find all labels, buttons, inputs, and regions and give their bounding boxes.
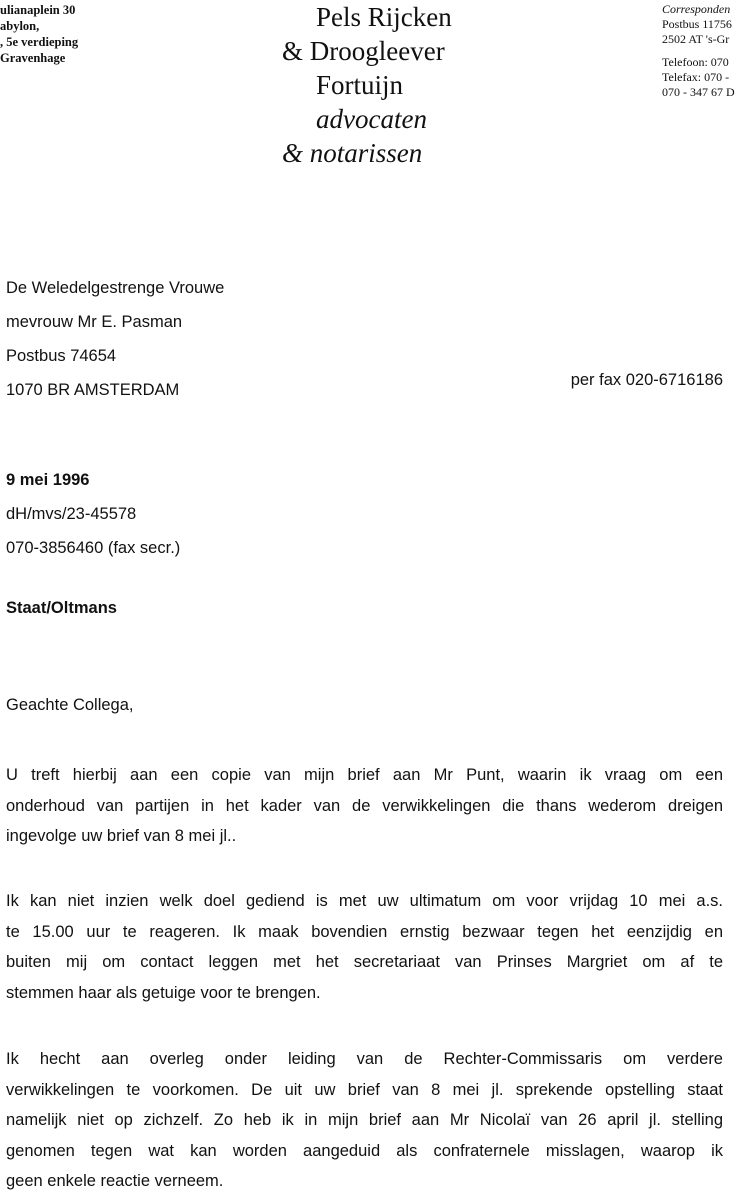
recipient-line: De Weledelgestrenge Vrouwe [6, 279, 225, 297]
paragraph-line: te 15.00 uur te reageren. Ik maak bovendien ernstig bezwaar tegen het eenzijdig en [6, 922, 723, 941]
firm-tagline-text: advocaten [316, 104, 427, 134]
secretary-fax: 070-3856460 (fax secr.) [6, 539, 181, 557]
paragraph-line: U treft hierbij aan een copie van mijn brief aan Mr Punt, waarin ik vraag om een [6, 766, 723, 784]
correspondence-line: Corresponden [662, 2, 731, 16]
recipient-address [6, 271, 224, 407]
recipient-line: 1070 BR AMSTERDAM [6, 381, 180, 399]
firm-tagline-text: & notarissen [282, 138, 423, 168]
firm-tagline [282, 102, 452, 136]
address-line: Gravenhage [0, 51, 66, 65]
firm-letterhead [282, 0, 452, 170]
firm-name-line: & Droogleever [282, 36, 445, 66]
salutation: Geachte Collega, [6, 696, 134, 714]
paragraph-line: stemmen haar als getuige voor te brengen. [6, 983, 321, 1002]
correspondence-line: 2502 AT 's-Gr [662, 32, 730, 46]
paragraph-line: onderhoud van partijen in het kader van de verwikkelingen die thans wederom dreigen [6, 796, 723, 815]
correspondence-address [662, 2, 735, 100]
body-paragraph-1 [6, 760, 723, 852]
letter-date: 9 mei 1996 [6, 471, 90, 489]
fax-number: per fax 020-6716186 [570, 371, 723, 389]
contact-line: Telefax: 070 - [662, 70, 730, 84]
paragraph-line: buiten mij om contact leggen met het secretariaat van Prinses Margriet om af te [6, 953, 723, 971]
address-line: ulianaplein 30 [0, 3, 76, 17]
address-line: abylon, [0, 19, 40, 33]
address-line: , 5e verdieping [0, 35, 79, 49]
paragraph-line: namelijk niet op zichzelf. Zo heb ik in mijn brief aan Mr Nicolaï van 26 april jl. stelling [6, 1111, 723, 1129]
contact-line: 070 - 347 67 D [662, 85, 735, 99]
paragraph-line: Ik hecht aan overleg onder leiding van de Rechter-Commissaris om verdere [6, 1050, 723, 1068]
paragraph-line: genomen tegen wat kan worden aangeduid als confraternele misslagen, waarop ik [6, 1141, 723, 1160]
correspondence-line: Postbus 11756 [662, 17, 732, 31]
contact-line: Telefoon: 070 [662, 55, 729, 69]
paragraph-line: geen enkele reactie verneem. [6, 1172, 224, 1190]
office-address [0, 2, 78, 66]
body-paragraph-2 [6, 886, 723, 1008]
firm-name-line: Fortuijn [316, 70, 404, 100]
paragraph-line: verwikkelingen te voorkomen. De uit uw brief van 8 mei jl. sprekende opstelling staat [6, 1080, 723, 1099]
recipient-line: Postbus 74654 [6, 347, 117, 365]
firm-name-line: Pels Rijcken [316, 2, 452, 32]
paragraph-line: Ik kan niet inzien welk doel gediend is met uw ultimatum om voor vrijdag 10 mei a.s. [6, 892, 723, 910]
firm-tagline [282, 136, 452, 170]
paragraph-line: ingevolge uw brief van 8 mei jl.. [6, 827, 237, 845]
body-paragraph-3 [6, 1044, 723, 1197]
reference-number: dH/mvs/23-45578 [6, 505, 137, 523]
subject-line: Staat/Oltmans [6, 599, 117, 617]
letter-meta [6, 463, 180, 565]
recipient-line: mevrouw Mr E. Pasman [6, 313, 183, 331]
